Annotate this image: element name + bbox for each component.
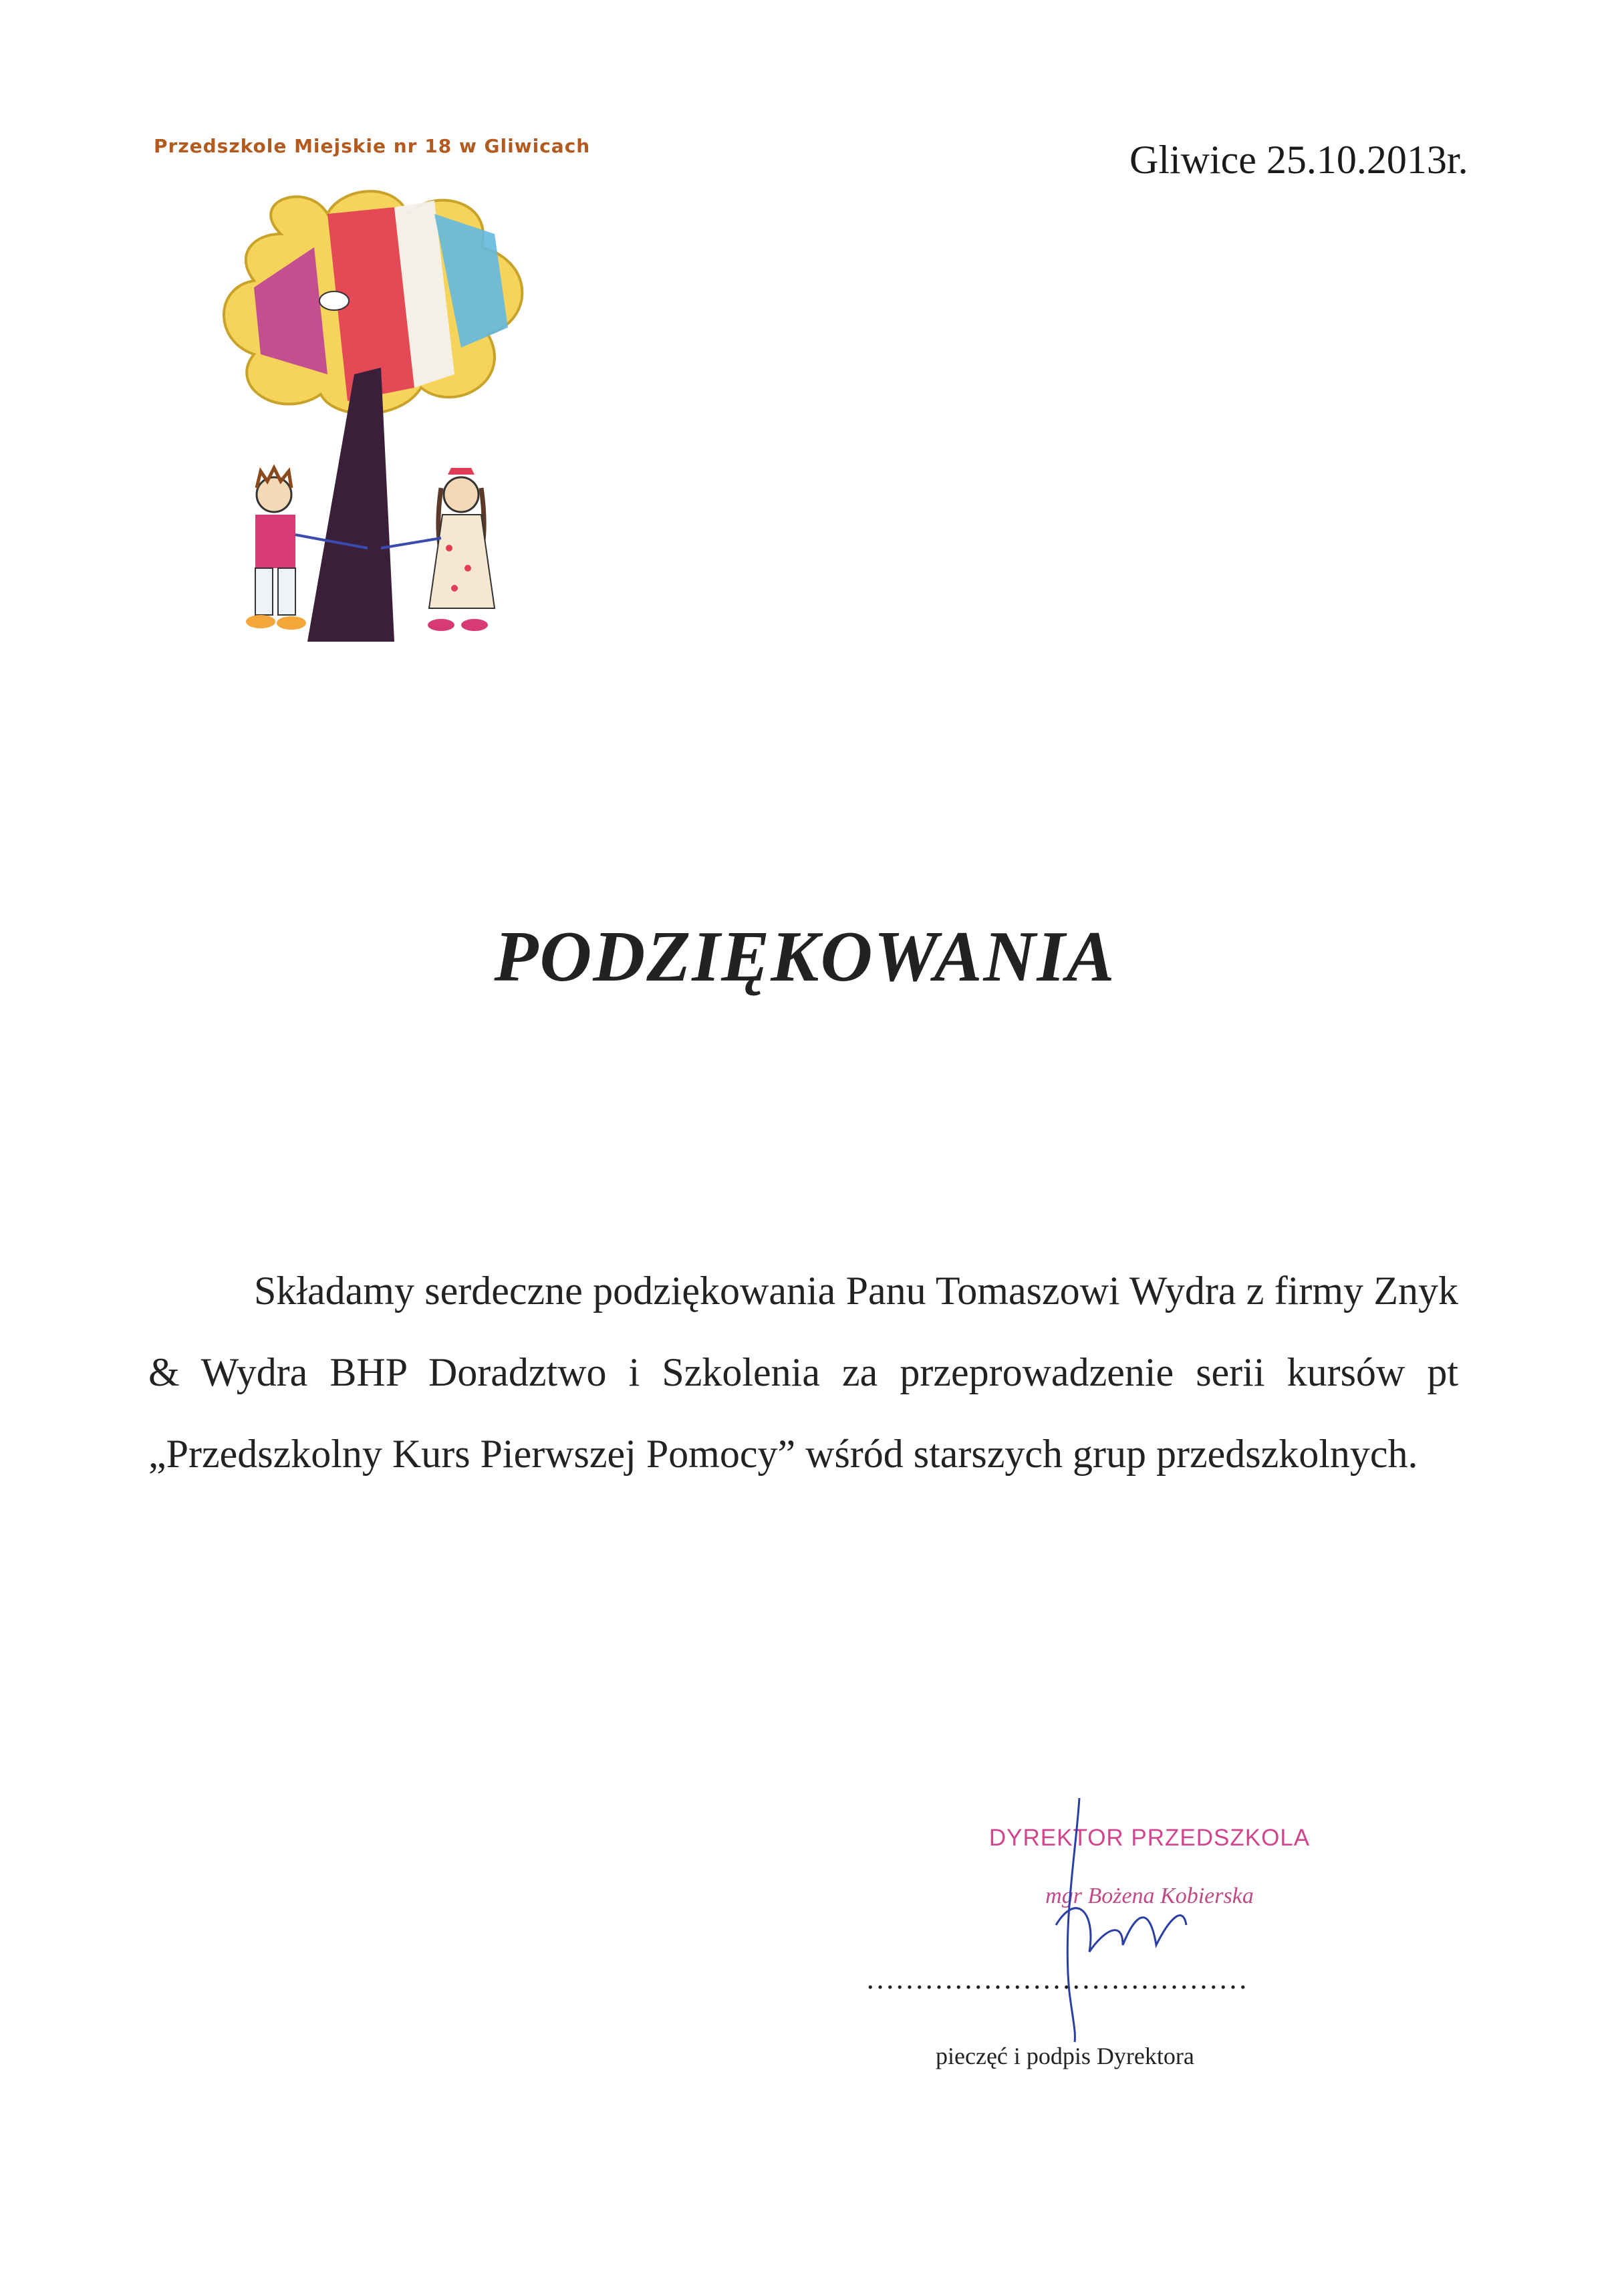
stamp-name: mgr Bożena Kobierska <box>1045 1884 1254 1908</box>
handwritten-signature <box>1016 1791 1230 2045</box>
school-name-heading: Przedszkole Miejskie nr 18 w Gliwicach <box>154 135 591 157</box>
stamp-title: DYREKTOR PRZEDSZKOLA <box>988 1825 1311 1851</box>
letter-title: PODZIĘKOWANIA <box>494 917 1116 997</box>
letter-body: Składamy serdeczne podziękowania Panu Tomaszowi Wydra z firmy Znyk & Wydra BHP Doradztwo i Szkolenia za przeprowadzenie serii kursów pt „Przedszkolny Kurs Pierwszej Pomocy” wśród starszych grup przedszkolnych. <box>148 1269 1458 1476</box>
letter-date: Gliwice 25.10.2013r. <box>1129 138 1468 182</box>
school-logo-tree-drawing <box>200 174 561 688</box>
signature-dotted-line: ………………………………… <box>865 1962 1248 1995</box>
signature-caption: pieczęć i podpis Dyrektora <box>936 2043 1194 2069</box>
